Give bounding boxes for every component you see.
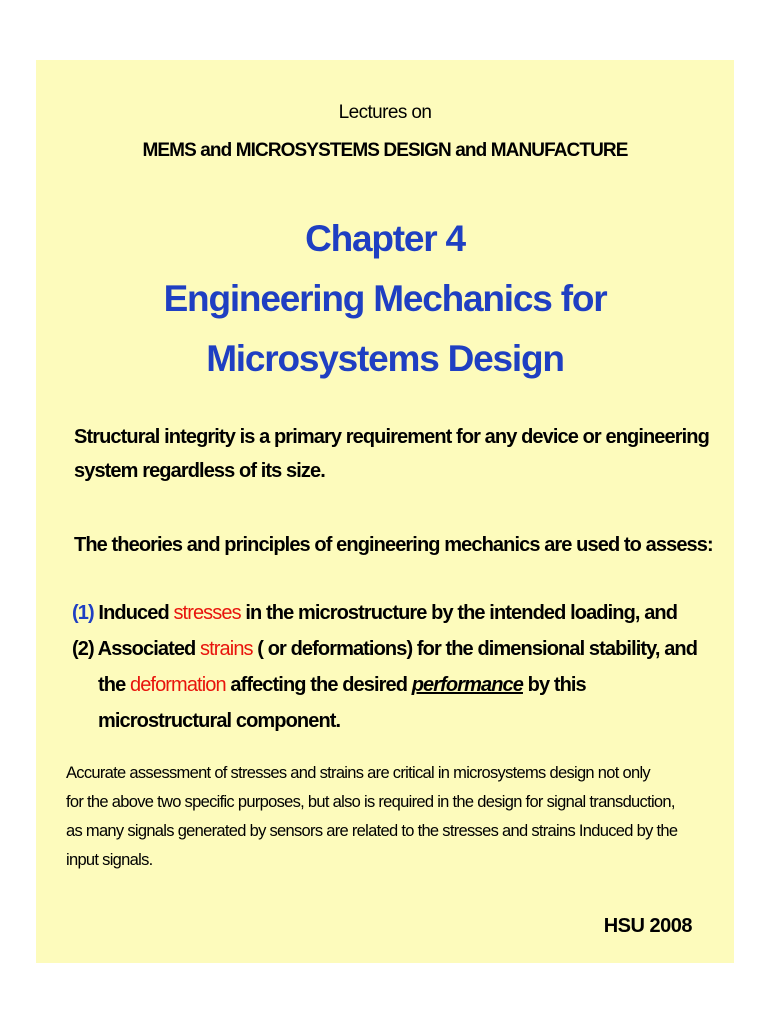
- intro-line-2: system regardless of its size.: [74, 460, 325, 482]
- list-item-2-text-b: ( or deformations) for the dimensional stability, and: [252, 638, 698, 660]
- theories-line: The theories and principles of engineering mechanics are used to assess:: [74, 534, 713, 556]
- chapter-subtitle-line-2: Microsystems Design: [206, 338, 564, 379]
- summary-line-4: input signals.: [66, 851, 153, 869]
- chapter-title: Chapter 4: [305, 218, 465, 259]
- list-item-2-line-2-b: affecting the desired: [225, 674, 412, 696]
- list-item-2-line-3: microstructural component.: [98, 710, 341, 732]
- highlight-strains: strains: [200, 638, 253, 660]
- list-item-1-number: (1): [72, 602, 94, 624]
- list-item-2-line-2: [98, 674, 586, 697]
- slide: [36, 60, 734, 963]
- list-item-2-line-2-a: the: [98, 674, 130, 696]
- footer-credit: HSU 2008: [603, 915, 692, 937]
- emphasis-performance: performance: [411, 674, 523, 696]
- intro-line-1: Structural integrity is a primary requirement for any device or engineering: [74, 426, 709, 448]
- list-item-1-text-b: in the microstructure by the intended loading, and: [240, 602, 678, 624]
- list-item-1: [72, 602, 677, 625]
- chapter-subtitle-line-1: Engineering Mechanics for: [163, 278, 607, 319]
- highlight-stresses: stresses: [173, 602, 241, 624]
- course-title: MEMS and MICROSYSTEMS DESIGN and MANUFACTURE: [142, 140, 628, 161]
- summary-line-1: Accurate assessment of stresses and strains are critical in microsystems design not only: [66, 764, 650, 782]
- highlight-deformation: deformation: [129, 674, 226, 696]
- lectures-heading: Lectures on: [338, 102, 432, 123]
- summary-line-2: for the above two specific purposes, but also is required in the design for signal transduction,: [66, 793, 675, 811]
- list-item-1-text-a: Induced: [93, 602, 174, 624]
- list-item-2: [72, 638, 697, 661]
- list-item-2-text-a: Associated: [93, 638, 201, 660]
- list-item-2-line-2-c: by this: [522, 674, 586, 696]
- list-item-2-number: (2): [72, 638, 94, 660]
- summary-line-3: as many signals generated by sensors are related to the stresses and strains Induced by the: [66, 822, 678, 840]
